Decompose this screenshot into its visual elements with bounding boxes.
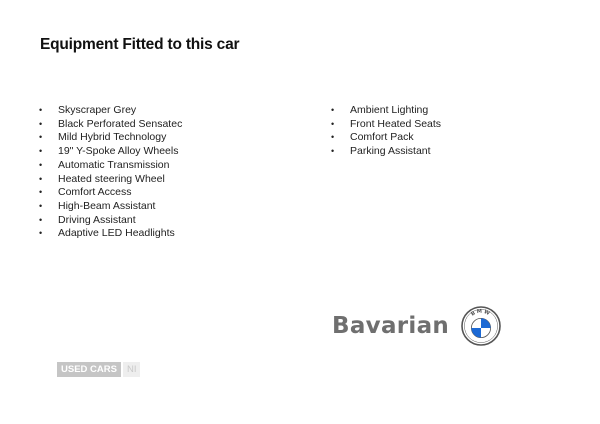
list-item <box>38 118 182 132</box>
bullet-icon: • <box>39 228 43 239</box>
equipment-label: Driving Assistant <box>58 213 136 226</box>
bullet-icon: • <box>39 200 43 211</box>
list-item <box>330 118 441 132</box>
equipment-label: Comfort Pack <box>350 131 414 144</box>
brand-name: Bavarian <box>332 313 450 339</box>
page-title: Equipment Fitted to this car <box>40 36 240 53</box>
list-item <box>38 131 182 145</box>
list-item <box>38 159 182 173</box>
equipment-list-right <box>330 104 441 159</box>
equipment-label: Ambient Lighting <box>350 104 429 116</box>
equipment-label: Adaptive LED Headlights <box>58 227 175 240</box>
list-item <box>330 145 441 159</box>
equipment-label: Mild Hybrid Technology <box>58 131 167 144</box>
equipment-label: Automatic Transmission <box>58 158 170 171</box>
list-item <box>330 104 441 118</box>
equipment-label: Skyscraper Grey <box>58 104 137 116</box>
logo-letters: BMW <box>470 308 492 318</box>
used-cars-badge <box>57 362 140 377</box>
bullet-icon: • <box>39 173 43 184</box>
equipment-list-left <box>38 104 182 241</box>
list-item <box>330 131 441 145</box>
bullet-icon: • <box>331 118 335 129</box>
bullet-icon: • <box>39 159 43 170</box>
list-item <box>38 145 182 159</box>
bmw-roundel-icon <box>461 306 501 346</box>
list-item <box>38 104 182 118</box>
list-item <box>38 186 182 200</box>
equipment-label: High-Beam Assistant <box>58 199 156 212</box>
bullet-icon: • <box>39 105 43 115</box>
bullet-icon: • <box>331 105 335 115</box>
bullet-icon: • <box>39 187 43 198</box>
list-item <box>38 173 182 187</box>
bullet-icon: • <box>331 146 335 157</box>
equipment-label: Heated steering Wheel <box>58 172 165 185</box>
equipment-label: Black Perforated Sensatec <box>58 117 183 130</box>
list-item <box>38 200 182 214</box>
equipment-label: Front Heated Seats <box>350 117 442 130</box>
used-cars-label: USED CARS <box>57 362 121 377</box>
dealer-brand <box>332 306 501 346</box>
bullet-icon: • <box>39 214 43 225</box>
bullet-icon: • <box>39 118 43 129</box>
equipment-label: 19" Y-Spoke Alloy Wheels <box>58 145 179 158</box>
equipment-label: Comfort Access <box>58 186 132 199</box>
equipment-label: Parking Assistant <box>350 145 431 158</box>
region-label: NI <box>123 362 141 377</box>
list-item <box>38 227 182 241</box>
bullet-icon: • <box>39 132 43 143</box>
bullet-icon: • <box>331 132 335 143</box>
list-item <box>38 214 182 228</box>
bullet-icon: • <box>39 146 43 157</box>
